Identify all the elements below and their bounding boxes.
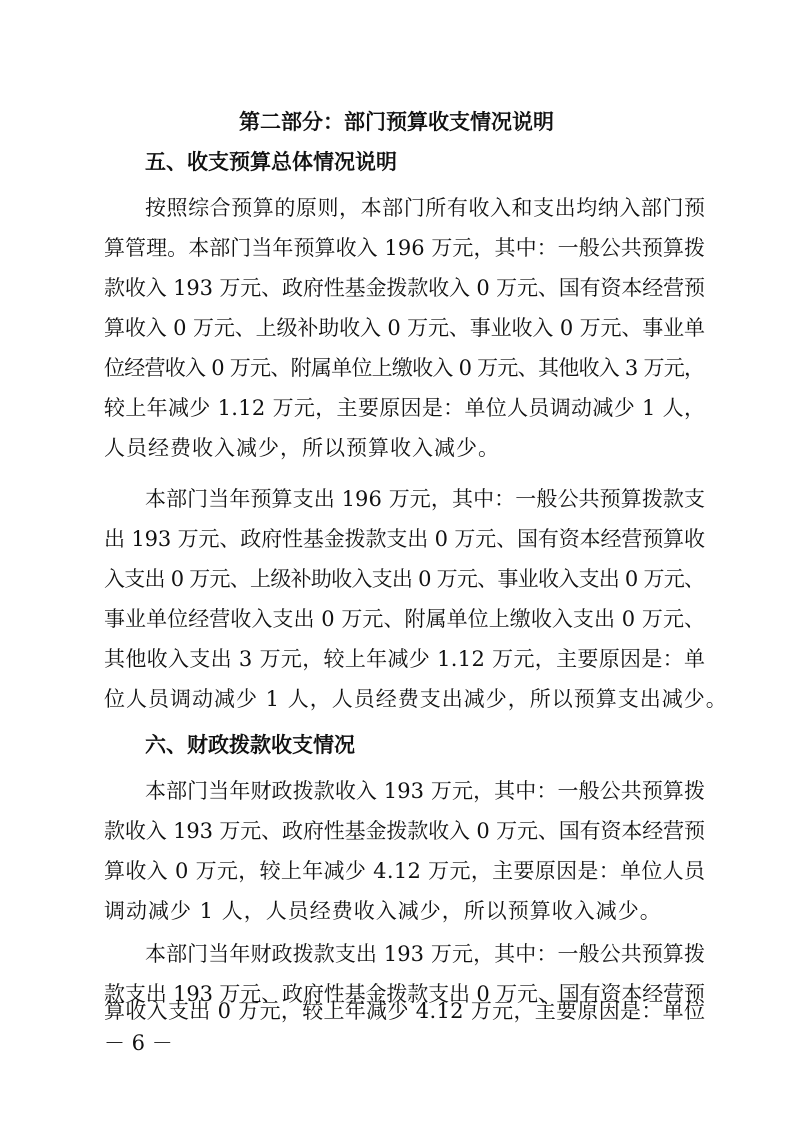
paragraph-line: 算收入 0 万元，较上年减少 4.12 万元，主要原因是：单位人员	[104, 859, 706, 883]
section-heading-6: 六、财政拨款收支情况	[145, 733, 355, 757]
paragraph-line: 位经营收入 0 万元、附属单位上缴收入 0 万元、其他收入 3 万元，	[104, 356, 705, 380]
paragraph-line: 算管理。本部门当年预算收入 196 万元，其中：一般公共预算拨	[104, 236, 706, 260]
paragraph-line: 事业单位经营收入支出 0 万元、附属单位上缴收入支出 0 万元、	[104, 607, 706, 631]
paragraph-line: 本部门当年财政拨款收入 193 万元，其中：一般公共预算拨	[145, 779, 706, 803]
paragraph-line: 本部门当年财政拨款支出 193 万元，其中：一般公共预算拨	[145, 942, 706, 966]
page-number: － 6 －	[104, 1031, 173, 1055]
paragraph-line: 算收入 0 万元、上级补助收入 0 万元、事业收入 0 万元、事业单	[104, 316, 705, 340]
paragraph-line: 款支出 193 万元、政府性基金拨款支出 0 万元、国有资本经营预	[104, 982, 705, 1006]
paragraph-line: 款收入 193 万元、政府性基金拨款收入 0 万元、国有资本经营预	[104, 819, 705, 843]
paragraph-line: 款收入 193 万元、政府性基金拨款收入 0 万元、国有资本经营预	[104, 276, 705, 300]
paragraph-line: 较上年减少 1.12 万元，主要原因是：单位人员调动减少 1 人，	[104, 396, 706, 420]
paragraph-line: 按照综合预算的原则，本部门所有收入和支出均纳入部门预	[145, 196, 706, 220]
paragraph-line: 出 193 万元、政府性基金拨款支出 0 万元、国有资本经营预算收	[104, 527, 705, 551]
paragraph-line: 位人员调动减少 1 人，人员经费支出减少，所以预算支出减少。	[104, 687, 728, 711]
page-title: 第二部分：部门预算收支情况说明	[239, 110, 554, 134]
paragraph-line: 人员经费收入减少，所以预算收入减少。	[104, 436, 500, 460]
section-heading-5: 五、收支预算总体情况说明	[145, 150, 397, 174]
paragraph-line: 其他收入支出 3 万元，较上年减少 1.12 万元，主要原因是：单	[104, 647, 706, 671]
paragraph-line: 入支出 0 万元、上级补助收入支出 0 万元、事业收入支出 0 万元、	[104, 567, 705, 591]
paragraph-line: 本部门当年预算支出 196 万元，其中：一般公共预算拨款支	[145, 487, 706, 511]
paragraph-line: 算收入支出 0 万元，较上年减少 4.12 万元，主要原因是：单位	[104, 999, 706, 1023]
paragraph-line: 调动减少 1 人，人员经费收入减少，所以预算收入减少。	[104, 899, 662, 923]
